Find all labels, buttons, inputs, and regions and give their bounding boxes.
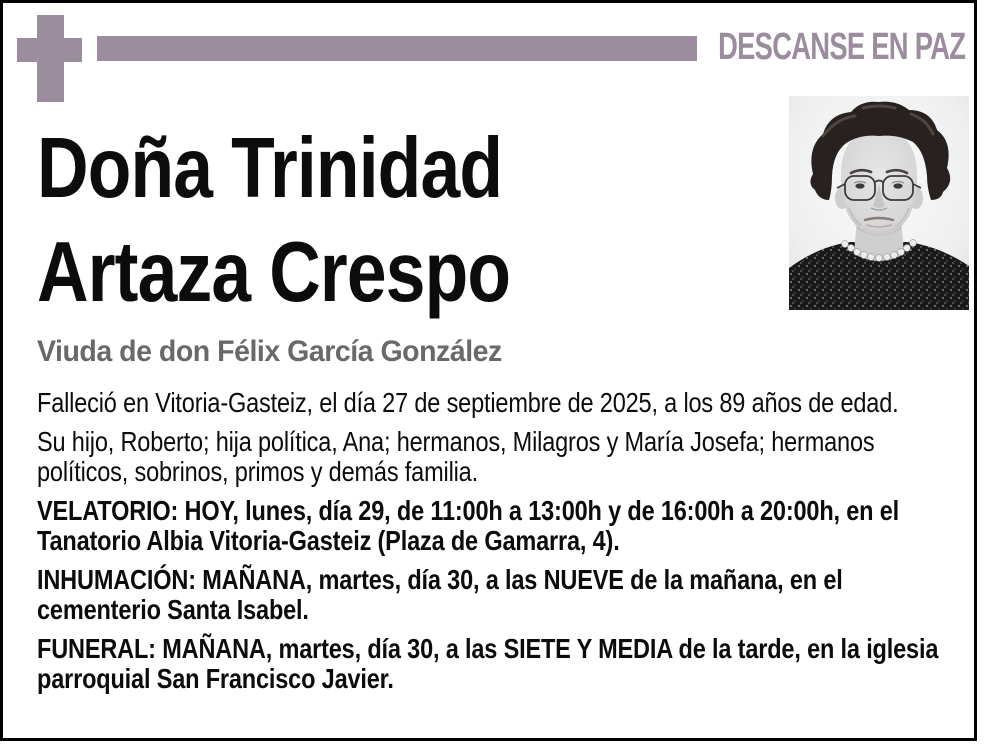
deceased-name-line-1: Doña Trinidad (37, 121, 503, 216)
header-divider-bar (97, 36, 697, 61)
cross-icon-horizontal-bar (17, 38, 82, 62)
rip-label: DESCANSE EN PAZ (717, 26, 965, 68)
obituary-body (37, 388, 951, 703)
death-notice-paragraph: Falleció en Vitoria-Gasteiz, el día 27 de septiembre de 2025, a los 89 años de edad. (37, 387, 899, 418)
velatorio-paragraph: VELATORIO: HOY, lunes, día 29, de 11:00h a 13:00h y de 16:00h a 20:00h, en el Tanatorio Albia Vitoria-Gasteiz (Plaza de Gamarra, 4). (37, 495, 900, 556)
funeral-paragraph: FUNERAL: MAÑANA, martes, día 30, a las SIETE Y MEDIA de la tarde, en la iglesia parroquial San Francisco Javier. (37, 633, 939, 694)
inhumacion-paragraph: INHUMACIÓN: MAÑANA, martes, día 30, a las NUEVE de la mañana, en el cementerio Santa Isabel. (37, 564, 843, 625)
relation-subtitle: Viuda de don Félix García González (37, 335, 502, 368)
portrait-photo (789, 96, 969, 310)
deceased-name-line-2: Artaza Crespo (37, 225, 511, 320)
family-paragraph: Su hijo, Roberto; hija política, Ana; hermanos, Milagros y María Josefa; hermanos políticos, sobrinos, primos y demás familia. (37, 426, 875, 487)
